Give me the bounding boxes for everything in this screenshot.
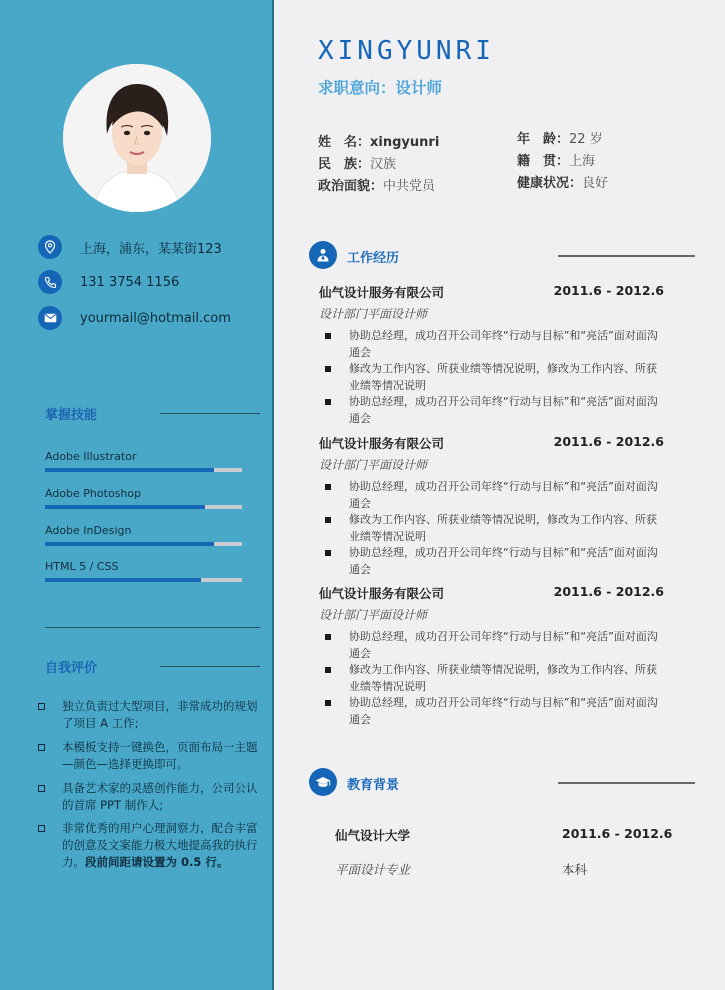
- skill-name: Adobe Photoshop: [45, 487, 142, 500]
- self-eval-item: [38, 739, 260, 773]
- checkbox-bullet-icon: [38, 703, 45, 710]
- job-role: 设计部门平面设计师: [319, 458, 428, 472]
- education-school-row: [335, 826, 673, 846]
- self-eval-heading-rule: [160, 666, 260, 667]
- skill-item: [45, 450, 242, 472]
- skill-bar-fill: [45, 542, 214, 546]
- education-title: 教育背景: [347, 778, 400, 793]
- briefcase-user-icon: [309, 241, 337, 269]
- square-bullet-icon: [325, 333, 331, 339]
- info-hometown: 籍 贯：上海: [517, 154, 596, 169]
- skill-bar-fill: [45, 578, 201, 582]
- education-major-row: [335, 860, 664, 880]
- job-company: 仙气设计服务有限公司: [319, 285, 445, 300]
- self-eval-heading: [45, 657, 260, 677]
- mail-icon: [38, 306, 62, 330]
- graduation-cap-icon: [309, 768, 337, 796]
- job-date: 2011.6 - 2012.6: [553, 434, 664, 449]
- info-health: 健康状况：良好: [517, 176, 609, 191]
- job-company: 仙气设计服务有限公司: [319, 586, 445, 601]
- education-date: 2011.6 - 2012.6: [562, 826, 673, 841]
- job-bullet: 协助总经理，成功召开公司年终“行动与目标”和“亮活”面对面沟通会: [319, 545, 664, 578]
- education-degree: 本科: [562, 862, 588, 877]
- skills-title: 掌握技能: [45, 408, 98, 423]
- skill-name: Adobe InDesign: [45, 524, 132, 537]
- candidate-name: XINGYUNRI: [318, 36, 495, 66]
- square-bullet-icon: [325, 399, 331, 405]
- job-entry: [319, 283, 664, 427]
- skill-bar-fill: [45, 505, 205, 509]
- job-bullet: 修改为工作内容、所获业绩等情况说明，修改为工作内容、所获业绩等情况说明: [319, 512, 664, 545]
- job-date: 2011.6 - 2012.6: [553, 584, 664, 599]
- skill-item: [45, 560, 242, 582]
- location-pin-icon: [38, 235, 62, 259]
- job-bullet: 协助总经理，成功召开公司年终“行动与目标”和“亮活”面对面沟通会: [319, 629, 664, 662]
- self-eval-item: [38, 698, 260, 732]
- skill-item: [45, 487, 242, 509]
- profile-photo: [63, 64, 211, 212]
- skill-bar-fill: [45, 468, 214, 472]
- self-eval-text: 非常优秀的用户心理洞察力，配合丰富的创意及文案能力极大地提高我的执行力。段前间距请设置为 0.5 行。: [62, 821, 258, 869]
- checkbox-bullet-icon: [38, 785, 45, 792]
- square-bullet-icon: [325, 366, 331, 372]
- work-title: 工作经历: [347, 251, 400, 266]
- contact-email: [38, 306, 231, 330]
- job-intention-value: 设计师: [395, 79, 443, 97]
- self-eval-item: [38, 820, 260, 871]
- job-bullet: 协助总经理，成功召开公司年终“行动与目标”和“亮活”面对面沟通会: [319, 328, 664, 361]
- square-bullet-icon: [325, 700, 331, 706]
- self-eval-bold-note: 段前间距请设置为 0.5 行。: [85, 855, 229, 869]
- job-bullet: 协助总经理，成功召开公司年终“行动与目标”和“亮活”面对面沟通会: [319, 479, 664, 512]
- skill-bar: [45, 505, 242, 509]
- job-entry: [319, 584, 664, 728]
- job-bullet: 协助总经理，成功召开公司年终“行动与目标”和“亮活”面对面沟通会: [319, 394, 664, 427]
- sidebar-divider: [272, 0, 274, 990]
- skill-bar: [45, 542, 242, 546]
- self-eval-text: 具备艺术家的灵感创作能力，公司公认的首席 PPT 制作人;: [62, 781, 258, 812]
- info-name: 姓 名：xingyunri: [318, 135, 440, 150]
- job-bullet: 协助总经理，成功召开公司年终“行动与目标”和“亮活”面对面沟通会: [319, 695, 664, 728]
- square-bullet-icon: [325, 634, 331, 640]
- job-entry: [319, 434, 664, 578]
- education-major: 平面设计专业: [335, 862, 411, 877]
- self-eval-text: 独立负责过大型项目，非常成功的规划了项目 A 工作;: [62, 699, 258, 730]
- skills-heading: [45, 404, 260, 424]
- education-heading: [309, 768, 695, 798]
- square-bullet-icon: [325, 550, 331, 556]
- self-eval-text: 本模板支持一键换色，页面布局一主题—颜色—选择更换即可。: [62, 740, 258, 771]
- job-role: 设计部门平面设计师: [319, 608, 428, 622]
- job-bullet: 修改为工作内容、所获业绩等情况说明，修改为工作内容、所获业绩等情况说明: [319, 662, 664, 695]
- job-bullet: 修改为工作内容、所获业绩等情况说明，修改为工作内容、所获业绩等情况说明: [319, 361, 664, 394]
- contact-address: [38, 235, 222, 259]
- contact-phone: [38, 270, 179, 294]
- square-bullet-icon: [325, 517, 331, 523]
- contact-email-text: yourmail@hotmail.com: [80, 310, 231, 326]
- work-heading: [309, 241, 695, 271]
- job-intention-label: 求职意向：: [318, 79, 396, 97]
- phone-icon: [38, 270, 62, 294]
- info-political: 政治面貌：中共党员: [318, 179, 436, 194]
- info-ethnicity: 民 族：汉族: [318, 157, 397, 172]
- job-date: 2011.6 - 2012.6: [553, 283, 664, 298]
- square-bullet-icon: [325, 667, 331, 673]
- work-heading-rule: [558, 255, 695, 257]
- skill-bar: [45, 578, 242, 582]
- contact-phone-text: 131 3754 1156: [80, 274, 180, 290]
- checkbox-bullet-icon: [38, 744, 45, 751]
- skill-name: HTML 5 / CSS: [45, 560, 119, 573]
- job-intention: [318, 76, 442, 98]
- education-school: 仙气设计大学: [335, 828, 411, 843]
- skill-bar: [45, 468, 242, 472]
- self-eval-item: [38, 780, 260, 814]
- skill-item: [45, 524, 242, 546]
- square-bullet-icon: [325, 484, 331, 490]
- contact-address-text: 上海，浦东，某某街123: [80, 241, 222, 257]
- info-age: 年 龄：22 岁: [517, 132, 603, 147]
- job-role: 设计部门平面设计师: [319, 307, 428, 321]
- skill-name: Adobe Illustrator: [45, 450, 137, 463]
- self-eval-title: 自我评价: [45, 661, 98, 676]
- skills-heading-rule: [160, 413, 260, 414]
- education-heading-rule: [558, 782, 695, 784]
- checkbox-bullet-icon: [38, 825, 45, 832]
- job-company: 仙气设计服务有限公司: [319, 436, 445, 451]
- skills-end-rule: [45, 627, 260, 628]
